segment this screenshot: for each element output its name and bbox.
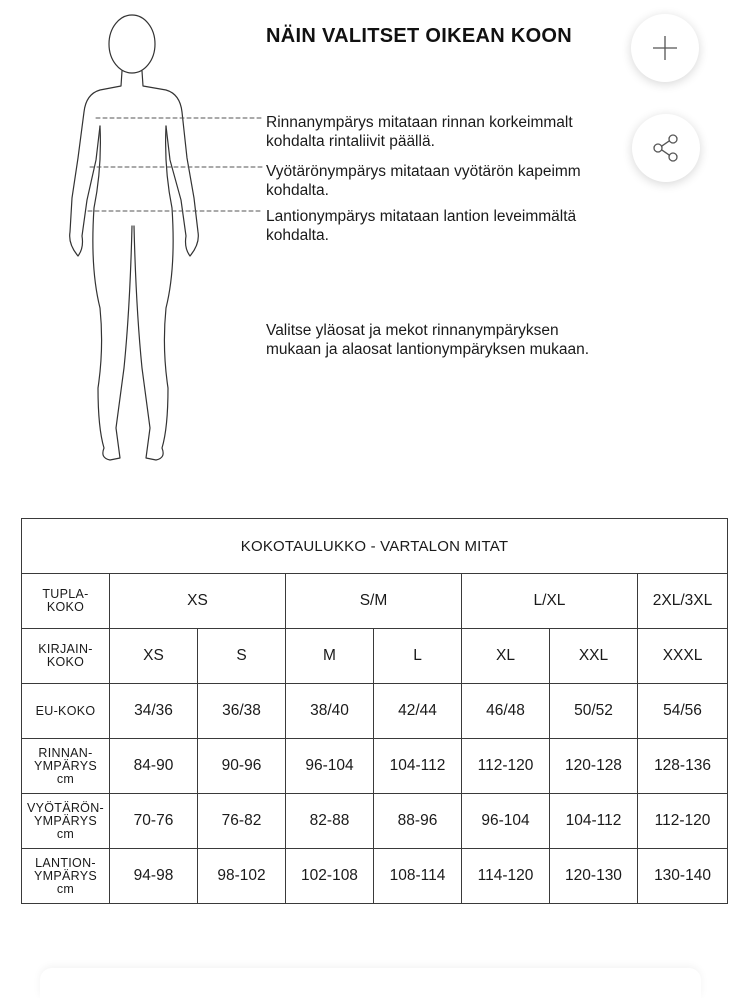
table-cell: 84-90 <box>110 739 198 794</box>
bottom-sheet-edge <box>40 968 701 998</box>
table-cell: 108-114 <box>374 849 462 904</box>
table-row <box>22 684 728 739</box>
plus-icon <box>651 34 679 62</box>
table-cell: L/XL <box>462 574 638 629</box>
row-header-eu: EU-KOKO <box>22 684 110 739</box>
table-cell: 102-108 <box>286 849 374 904</box>
table-cell: 96-104 <box>286 739 374 794</box>
table-cell: 90-96 <box>198 739 286 794</box>
chest-note-text: Rinnanympärys mitataan rinnan korkeimmalt kohdalta rintaliivit päällä. <box>266 114 573 150</box>
table-cell: 96-104 <box>462 794 550 849</box>
table-row <box>22 849 728 904</box>
table-cell: 76-82 <box>198 794 286 849</box>
table-title-row <box>22 519 728 574</box>
share-button[interactable] <box>632 114 700 182</box>
table-cell: S <box>198 629 286 684</box>
table-cell: XL <box>462 629 550 684</box>
table-cell: S/M <box>286 574 462 629</box>
table-cell: 128-136 <box>638 739 728 794</box>
waist-measure-note <box>266 162 581 200</box>
share-icon <box>651 133 681 163</box>
table-cell: XS <box>110 574 286 629</box>
hip-note-text: Lantionympärys mitataan lantion leveimmältä kohdalta. <box>266 208 577 244</box>
add-button[interactable] <box>631 14 699 82</box>
size-chart-table <box>21 518 728 904</box>
table-row <box>22 629 728 684</box>
chest-measure-note <box>266 113 573 151</box>
table-cell: XXXL <box>638 629 728 684</box>
row-header-hips: LANTION- YMPÄRYS cm <box>22 849 110 904</box>
table-cell: 34/36 <box>110 684 198 739</box>
table-cell: 104-112 <box>374 739 462 794</box>
table-cell: 120-128 <box>550 739 638 794</box>
table-row <box>22 574 728 629</box>
table-title: KOKOTAULUKKO - VARTALON MITAT <box>22 519 728 574</box>
table-row <box>22 794 728 849</box>
table-cell: 98-102 <box>198 849 286 904</box>
table-cell: XXL <box>550 629 638 684</box>
table-cell: 54/56 <box>638 684 728 739</box>
table-cell: 114-120 <box>462 849 550 904</box>
table-cell: 42/44 <box>374 684 462 739</box>
hip-measure-note <box>266 207 576 245</box>
table-cell: 38/40 <box>286 684 374 739</box>
table-cell: M <box>286 629 374 684</box>
table-cell: L <box>374 629 462 684</box>
row-header-chest: RINNAN- YMPÄRYS cm <box>22 739 110 794</box>
waist-note-text: Vyötärönympärys mitataan vyötärön kapeimm kohdalta. <box>266 163 581 199</box>
table-cell: 36/38 <box>198 684 286 739</box>
table-cell: 46/48 <box>462 684 550 739</box>
table-cell: XS <box>110 629 198 684</box>
table-cell: 112-120 <box>462 739 550 794</box>
body-figure-illustration <box>30 8 265 468</box>
row-header-waist: VYÖTÄRÖN- YMPÄRYS cm <box>22 794 110 849</box>
row-header-tupla: TUPLA- KOKO <box>22 574 110 629</box>
table-cell: 94-98 <box>110 849 198 904</box>
table-cell: 2XL/3XL <box>638 574 728 629</box>
table-cell: 104-112 <box>550 794 638 849</box>
table-cell: 112-120 <box>638 794 728 849</box>
row-header-kirjain: KIRJAIN- KOKO <box>22 629 110 684</box>
size-advice-text: Valitse yläosat ja mekot rinnanympäryksen mukaan ja alaosat lantionympäryksen mukaan. <box>266 322 590 358</box>
size-advice-note <box>266 321 589 359</box>
size-guide-title: NÄIN VALITSET OIKEAN KOON <box>266 25 573 47</box>
table-cell: 120-130 <box>550 849 638 904</box>
table-cell: 130-140 <box>638 849 728 904</box>
table-cell: 88-96 <box>374 794 462 849</box>
table-cell: 70-76 <box>110 794 198 849</box>
table-row <box>22 739 728 794</box>
table-cell: 50/52 <box>550 684 638 739</box>
table-cell: 82-88 <box>286 794 374 849</box>
